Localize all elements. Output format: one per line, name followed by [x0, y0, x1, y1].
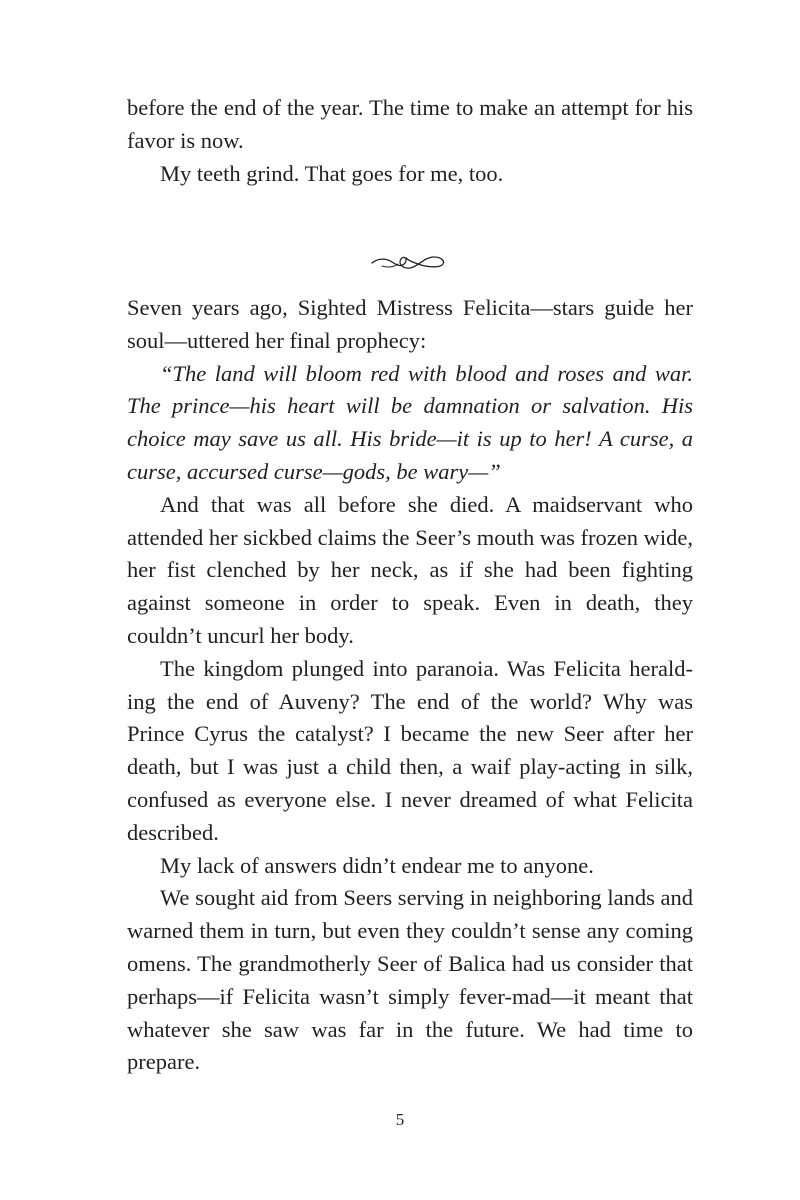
paragraph-teeth-grind: My teeth grind. That goes for me, too.: [160, 160, 504, 186]
paragraph-seven-years: Seven years ago, Sighted Mistress Felicita—stars guide her soul—uttered her final prophecy:: [127, 295, 693, 353]
paragraph-sought-aid: We sought aid from Seers serving in neighboring lands and warned them in turn, but even they couldn’t sense any coming omens. The grandmotherly Seer of Balica had us consider that perhaps—if Felicita wasn’t simply fever-mad—it meant that whatever she saw was far in the future. We had time to prepare.: [127, 885, 693, 1075]
text-section-main: [127, 292, 693, 1079]
paragraph-prophecy: “The land will bloom red with blood and roses and war. The prince—his heart will be damnation or salvation. His choice may save us all. His bride—it is up to her! A curse, a curse, accursed curse—gods, be wary—”: [127, 360, 693, 484]
paragraph-before-she-died: And that was all before she died. A maidservant who attended her sickbed claims the Seer’s mouth was frozen wide, her fist clenched by her neck, as if she had been fighting against someone in order to speak. Even in death, they couldn’t uncurl her body.: [127, 491, 693, 648]
paragraph-lack-of-answers: My lack of answers didn’t endear me to anyone.: [160, 852, 594, 878]
paragraph-continued: before the end of the year. The time to make an attempt for his favor is now.: [127, 95, 693, 153]
page-number: 5: [395, 1110, 405, 1129]
text-section-top: [127, 92, 693, 190]
paragraph-paranoia: The kingdom plunged into paranoia. Was Felicita heralding the end of Auveny? The end of the world? Why was Prince Cyrus the catalyst? I became the new Seer after her death, but I was just a child then, a waif play-acting in silk, confused as everyone else. I never dreamed of what Felicita described.: [127, 655, 693, 845]
flourish-divider-icon: [368, 250, 448, 274]
